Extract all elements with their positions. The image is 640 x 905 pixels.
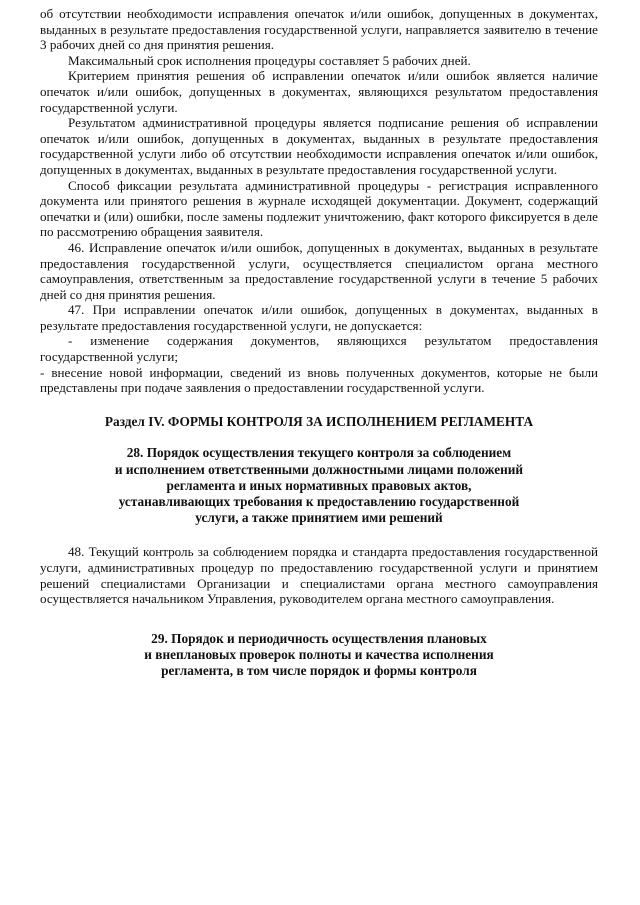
paragraph-fixation: Способ фиксации результата административной процедуры - регистрация исправленного документа или принятого решения в журнале исходящей документации. Документ, содержащий опечатки и (или) ошибки, после замены подлежит уничтожению, факт которого фиксируется в деле по рассмотрению обращения заявителя.	[40, 177, 598, 240]
paragraph-47: 47. При исправлении опечаток и/или ошибок, допущенных в документах, выданных в результате предоставления государственной услуги, не допускается:	[40, 302, 598, 333]
paragraph-46: 46. Исправление опечаток и/или ошибок, допущенных в документах, выданных в результате предоставления государственной услуги, осуществляется специалистом органа местного самоуправления, ответственным за предоставление государственной услуги в течение 5 рабочих дней со дня принятия решения.	[40, 239, 598, 302]
list-item-content-change: - изменение содержания документов, являющихся результатом предоставления государственной услуги;	[40, 333, 598, 365]
heading-29-line: и внеплановых проверок полноты и качества исполнения	[144, 647, 494, 663]
heading-29-line: регламента, в том числе порядок и формы контроля	[161, 663, 477, 679]
paragraph-max-term: Максимальный срок исполнения процедуры составляет 5 рабочих дней.	[68, 52, 471, 68]
heading-28-line: 28. Порядок осуществления текущего контроля за соблюдением	[126, 445, 512, 461]
heading-28	[80, 445, 558, 526]
paragraph-criterion: Критерием принятия решения об исправлении опечаток и/или ошибок является наличие опечаток и/или ошибок, допущенных в документах, являющихся результатом предоставления государственной услуги.	[40, 68, 598, 115]
section-title: Раздел IV. ФОРМЫ КОНТРОЛЯ ЗА ИСПОЛНЕНИЕМ РЕГЛАМЕНТА	[104, 413, 534, 429]
heading-29-line: 29. Порядок и периодичность осуществления плановых	[151, 630, 487, 646]
heading-28-line: устанавливающих требования к предоставлению государственной	[118, 494, 520, 510]
paragraph-48: 48. Текущий контроль за соблюдением порядка и стандарта предоставления государственной услуги, административных процедур по предоставлению государственной услуги и принятием решений специалистами Организации и специалистами органа местного самоуправления осуществляется начальником Управления, руководителем органа местного самоуправления.	[40, 544, 598, 607]
paragraph-result: Результатом административной процедуры является подписание решения об исправлении опечаток и/или ошибок, допущенных в документах, выданных в результате предоставления государственной услуги либо об отсутствии необходимости исправления опечаток и/или ошибок, допущенных в документах, выданных в результате предоставления государственной услуги.	[40, 115, 598, 177]
paragraph-continuation: об отсутствии необходимости исправления опечаток и/или ошибок, допущенных в документах, выданных в результате предоставления государственной услуги, направляется заявителю в течение 3 рабочих дней со дня принятия решения.	[40, 6, 598, 53]
list-item-new-information: - внесение новой информации, сведений из вновь полученных документов, которые не были представлены при подаче заявления о предоставлении государственной услуги.	[40, 364, 598, 396]
heading-29	[80, 631, 558, 680]
heading-28-line: услуги, а также принятием ими решений	[195, 510, 443, 526]
heading-28-line: регламента и иных нормативных правовых актов,	[166, 477, 472, 493]
heading-28-line: и исполнением ответственными должностными лицами положений	[114, 461, 524, 477]
